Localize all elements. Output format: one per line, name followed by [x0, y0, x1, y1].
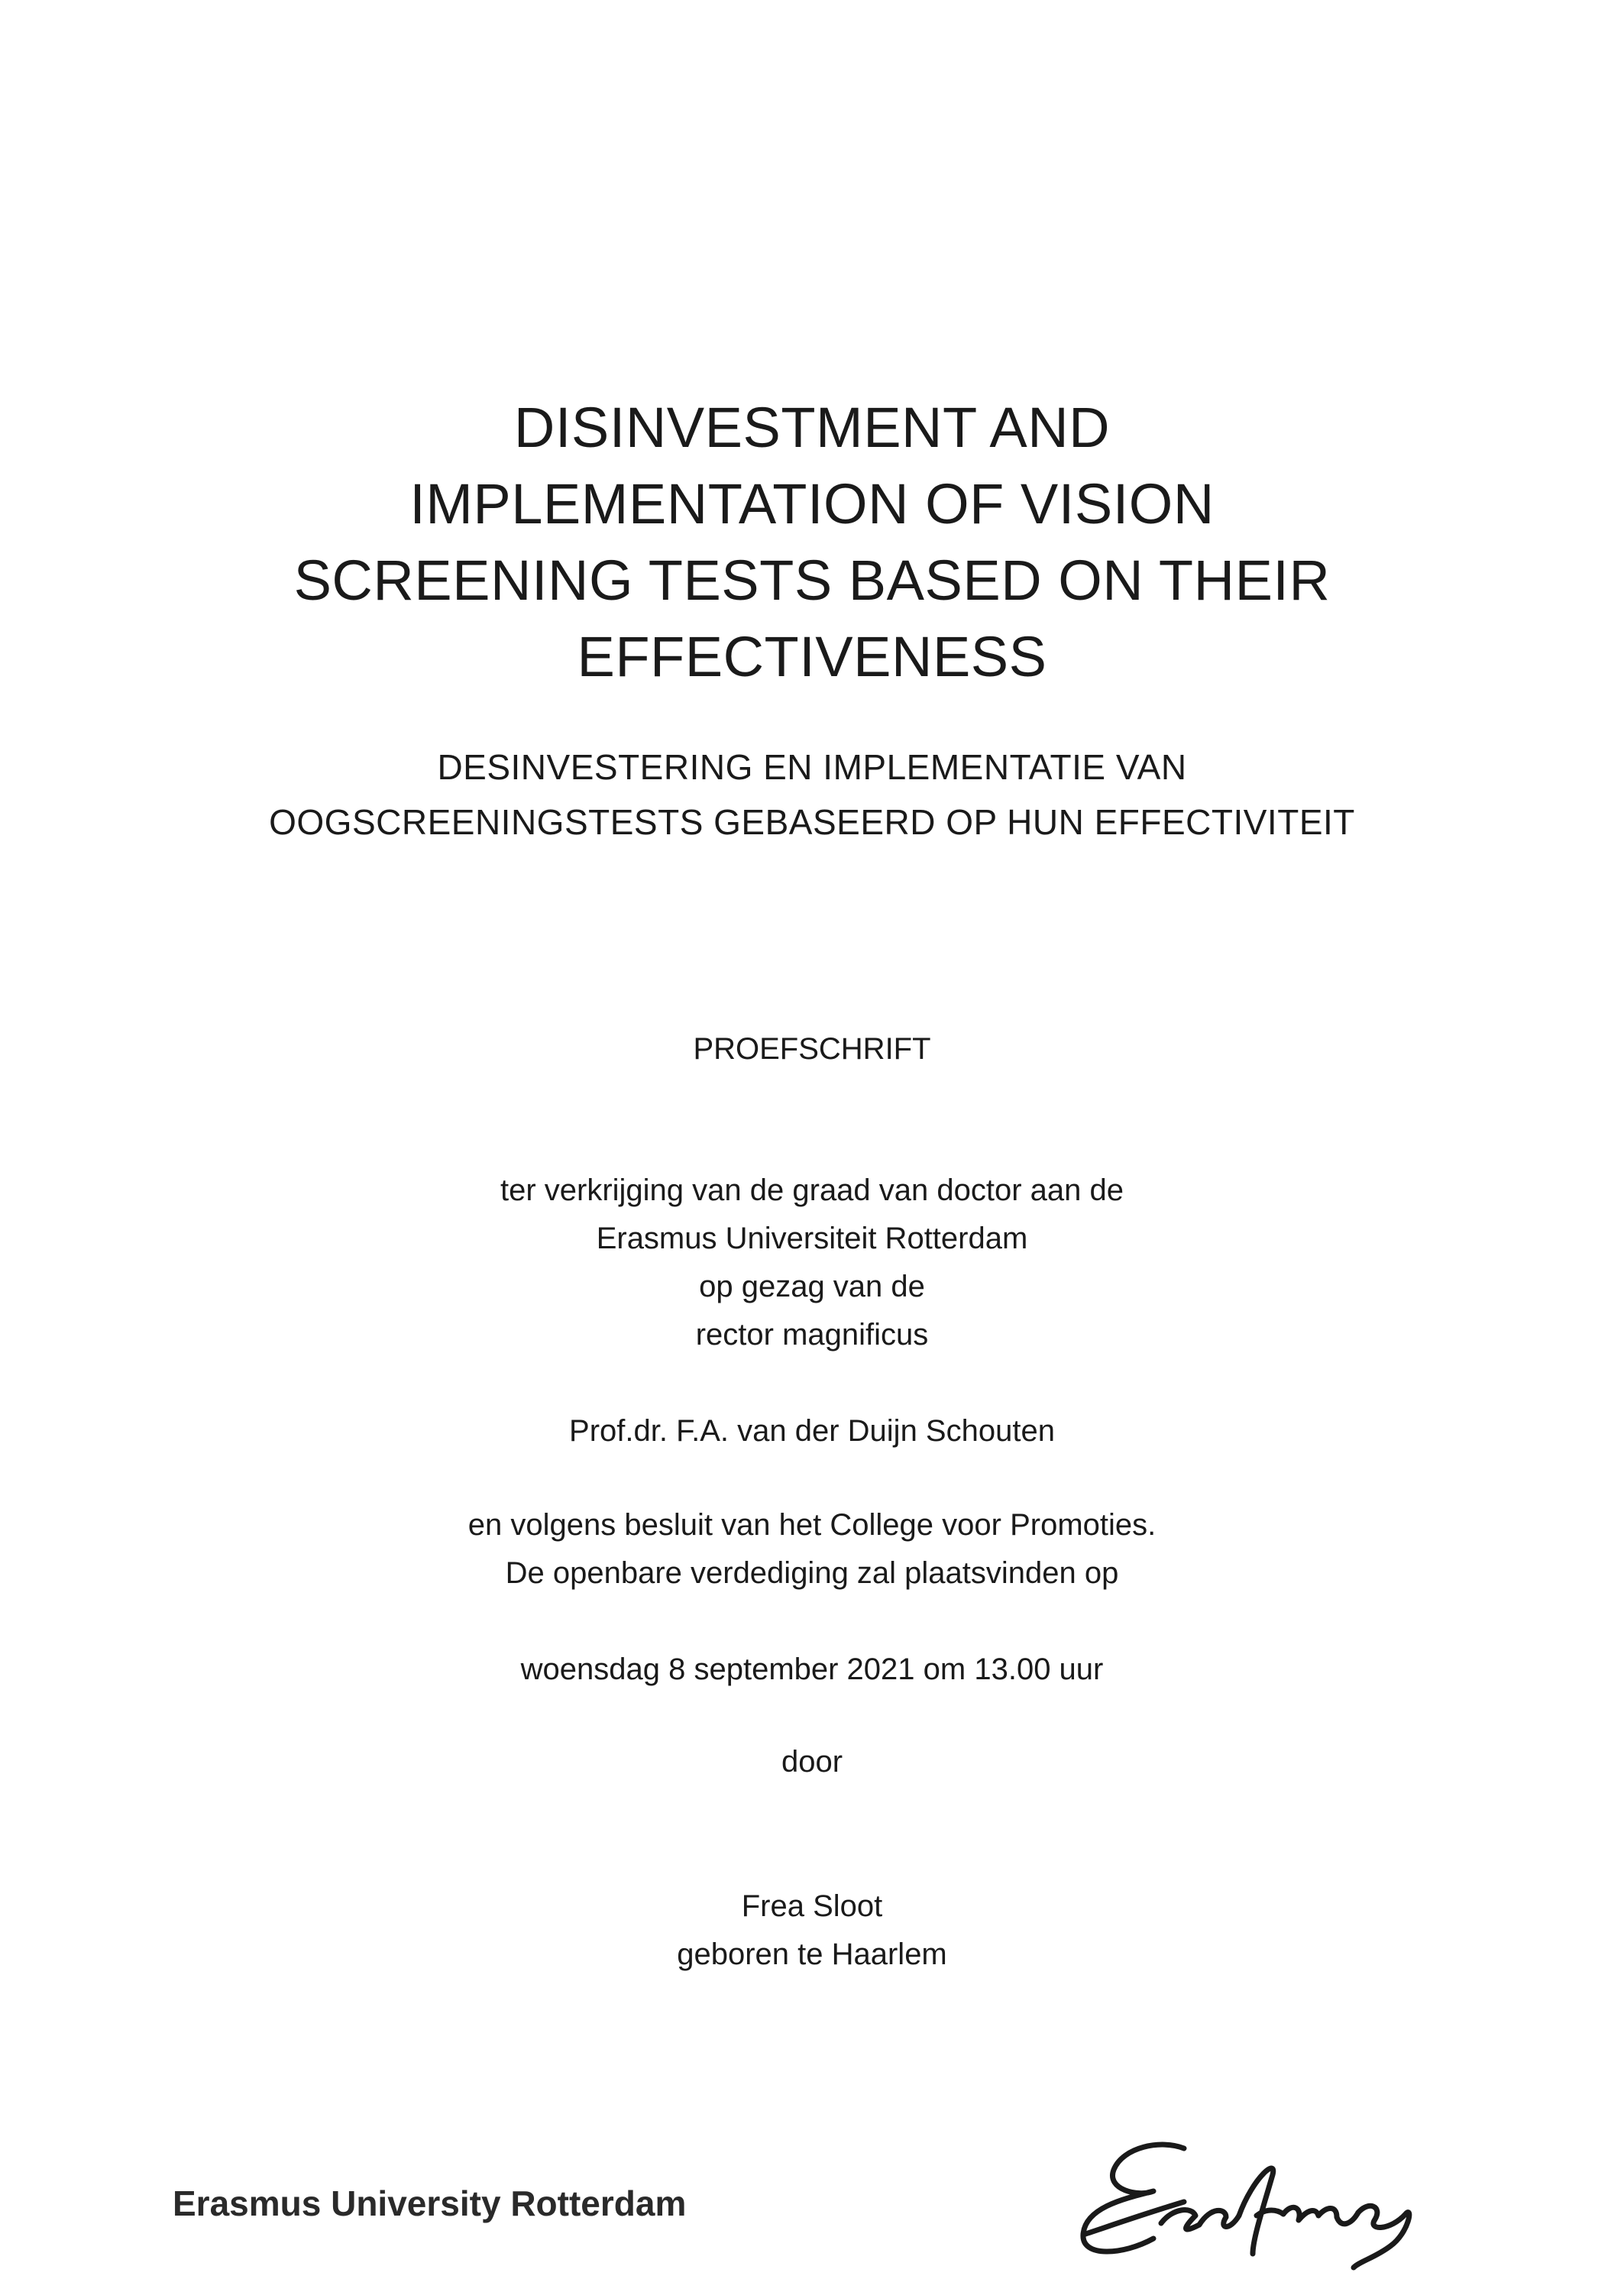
by-label: door — [781, 1745, 843, 1779]
rector-name: Prof.dr. F.A. van der Duijn Schouten — [569, 1414, 1055, 1448]
english-title-line: EFFECTIVENESS — [577, 625, 1047, 688]
document-type: PROEFSCHRIFT — [693, 1032, 931, 1066]
english-title-line: SCREENING TESTS BASED ON THEIR — [293, 549, 1331, 612]
purpose-line: op gezag van de — [699, 1270, 925, 1303]
english-title-line: DISINVESTMENT AND — [513, 396, 1111, 459]
erasmus-signature-icon — [1069, 2132, 1436, 2277]
defense-date: woensdag 8 september 2021 om 13.00 uur — [520, 1653, 1104, 1686]
university-name: Erasmus University Rotterdam — [173, 2184, 687, 2223]
decision-line: De openbare verdediging zal plaatsvinden op — [505, 1556, 1119, 1590]
dutch-title — [163, 740, 1461, 850]
purpose-line: rector magnificus — [695, 1318, 929, 1352]
dutch-title-line: OOGSCREENINGSTESTS GEBASEERD OP HUN EFFECTIVITEIT — [269, 802, 1355, 842]
purpose-line: Erasmus Universiteit Rotterdam — [596, 1222, 1028, 1255]
dutch-title-line: DESINVESTERING EN IMPLEMENTATIE VAN — [437, 747, 1187, 787]
purpose-line: ter verkrijging van de graad van doctor aan de — [500, 1174, 1124, 1207]
english-title-line: IMPLEMENTATION OF VISION — [409, 472, 1215, 536]
decision-line: en volgens besluit van het College voor Promoties. — [467, 1508, 1157, 1542]
english-title — [163, 390, 1461, 695]
author-name: Frea Sloot — [741, 1889, 883, 1923]
author-birthplace: geboren te Haarlem — [677, 1938, 947, 1971]
